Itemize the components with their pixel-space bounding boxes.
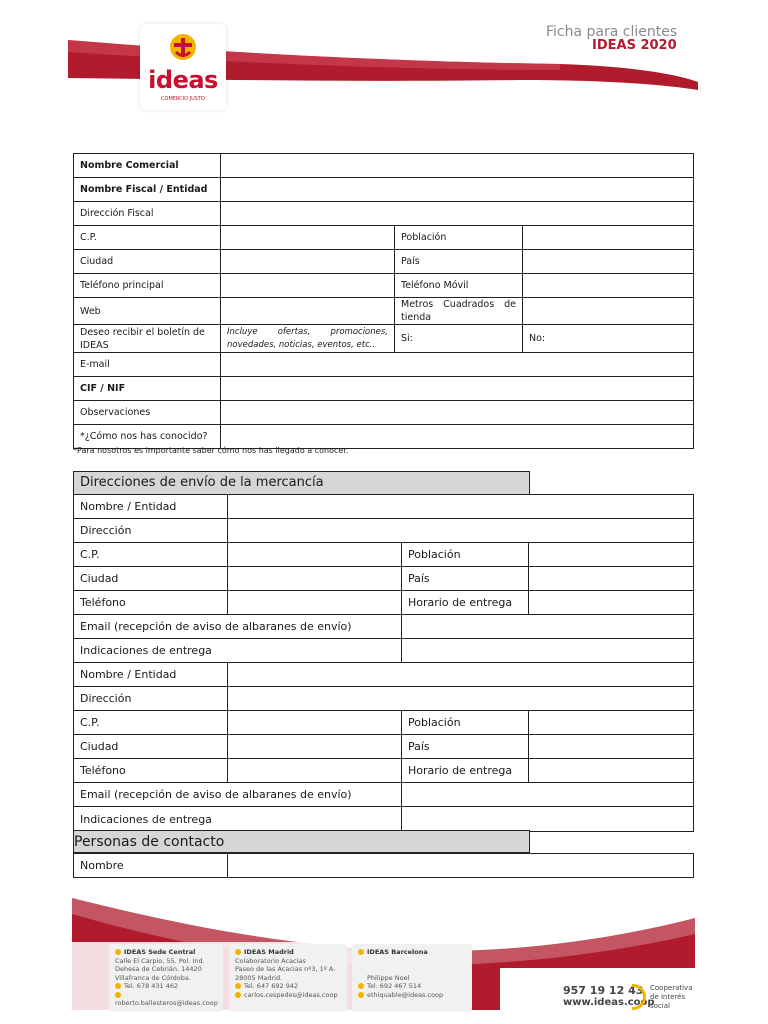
ship1-label-direccion: Dirección bbox=[74, 519, 228, 543]
label-como-conocido: *¿Cómo nos has conocido? bbox=[74, 425, 221, 449]
office-line: Paseo de las Acacias nº3, 1º A. bbox=[235, 965, 336, 973]
office-sede-central bbox=[109, 944, 223, 1012]
input-poblacion[interactable] bbox=[523, 226, 694, 250]
ship1-label-horario: Horario de entrega bbox=[402, 591, 529, 615]
doc-subtitle: IDEAS 2020 bbox=[592, 38, 677, 53]
label-si[interactable]: Si: bbox=[395, 325, 523, 353]
coop-label-line: de interés bbox=[650, 993, 686, 1001]
ship1-label-telefono: Teléfono bbox=[74, 591, 228, 615]
label-no[interactable]: No: bbox=[523, 325, 694, 353]
ship2-input-cp[interactable] bbox=[228, 711, 402, 735]
ship2-label-poblacion: Población bbox=[402, 711, 529, 735]
label-cp: C.P. bbox=[74, 226, 221, 250]
ship1-input-cp[interactable] bbox=[228, 543, 402, 567]
office-line bbox=[358, 957, 468, 966]
office-dot-icon bbox=[235, 949, 241, 955]
label-ciudad: Ciudad bbox=[74, 250, 221, 274]
label-metros: Metros Cuadrados de tienda bbox=[395, 298, 523, 325]
label-cif: CIF / NIF bbox=[74, 377, 221, 401]
coop-label bbox=[650, 984, 693, 1011]
ship2-label-horario: Horario de entrega bbox=[402, 759, 529, 783]
boletin-note: Incluye ofertas, promociones, novedades, noticias, eventos, etc.. bbox=[221, 325, 395, 353]
ship2-label-pais: País bbox=[402, 735, 529, 759]
office-dot-icon bbox=[358, 949, 364, 955]
header-swoosh bbox=[0, 0, 768, 130]
ship2-label-nombre: Nombre / Entidad bbox=[74, 663, 228, 687]
ship2-input-poblacion[interactable] bbox=[529, 711, 694, 735]
label-web: Web bbox=[74, 298, 221, 325]
label-observaciones: Observaciones bbox=[74, 401, 221, 425]
input-ciudad[interactable] bbox=[221, 250, 395, 274]
office-title: IDEAS Madrid bbox=[244, 948, 294, 956]
office-title: IDEAS Barcelona bbox=[367, 948, 428, 956]
ship1-input-pais[interactable] bbox=[529, 567, 694, 591]
ship1-label-ciudad: Ciudad bbox=[74, 567, 228, 591]
label-direccion-fiscal: Dirección Fiscal bbox=[74, 202, 221, 226]
ship2-input-horario[interactable] bbox=[529, 759, 694, 783]
shipping-section-title: Direcciones de envío de la mercancía bbox=[73, 471, 530, 495]
coop-label-line: Cooperativa bbox=[650, 984, 693, 992]
office-phone: Tel. 647 692 942 bbox=[244, 982, 299, 990]
ship2-label-telefono: Teléfono bbox=[74, 759, 228, 783]
office-barcelona bbox=[352, 944, 472, 1012]
input-telefono-principal[interactable] bbox=[221, 274, 395, 298]
ship1-label-cp: C.P. bbox=[74, 543, 228, 567]
input-direccion-fiscal[interactable] bbox=[221, 202, 694, 226]
ship1-input-direccion[interactable] bbox=[228, 519, 694, 543]
ship2-input-pais[interactable] bbox=[529, 735, 694, 759]
office-madrid bbox=[229, 944, 347, 1012]
ship1-label-pais: País bbox=[402, 567, 529, 591]
logo-icon bbox=[168, 32, 198, 62]
office-line: 28005 Madrid. bbox=[235, 973, 283, 982]
input-pais[interactable] bbox=[523, 250, 694, 274]
ship2-label-cp: C.P. bbox=[74, 711, 228, 735]
ship2-input-indicaciones[interactable] bbox=[402, 807, 694, 832]
office-line: Villafranca de Córdoba. bbox=[115, 973, 191, 982]
ship2-label-direccion: Dirección bbox=[74, 687, 228, 711]
footer-website[interactable]: www.ideas.coop bbox=[563, 997, 655, 1008]
phone-icon bbox=[358, 983, 364, 989]
office-line: Calle El Carpio, 55. Pol. Ind. bbox=[115, 956, 205, 965]
label-pais: País bbox=[395, 250, 523, 274]
ship2-input-ciudad[interactable] bbox=[228, 735, 402, 759]
phone-icon bbox=[115, 983, 121, 989]
office-title: IDEAS Sede Central bbox=[124, 948, 196, 956]
office-email[interactable]: carlos.cespedes@ideas.coop bbox=[244, 990, 338, 999]
ship1-label-poblacion: Población bbox=[402, 543, 529, 567]
label-poblacion: Población bbox=[395, 226, 523, 250]
ship1-input-poblacion[interactable] bbox=[529, 543, 694, 567]
ship2-label-email: Email (recepción de aviso de albaranes de envío) bbox=[74, 783, 402, 807]
ship2-input-nombre[interactable] bbox=[228, 663, 694, 687]
logo-word: ideas bbox=[148, 66, 218, 94]
input-cp[interactable] bbox=[221, 226, 395, 250]
ship1-input-ciudad[interactable] bbox=[228, 567, 402, 591]
input-nombre-comercial[interactable] bbox=[221, 154, 694, 178]
contacts-table bbox=[73, 853, 694, 878]
label-telefono-movil: Teléfono Móvil bbox=[395, 274, 523, 298]
ship1-input-email[interactable] bbox=[402, 615, 694, 639]
ship1-input-indicaciones[interactable] bbox=[402, 639, 694, 663]
ship1-input-horario[interactable] bbox=[529, 591, 694, 615]
input-telefono-movil[interactable] bbox=[523, 274, 694, 298]
ship2-input-email[interactable] bbox=[402, 783, 694, 807]
input-cif[interactable] bbox=[221, 377, 694, 401]
ship1-label-nombre: Nombre / Entidad bbox=[74, 495, 228, 519]
ship1-input-nombre[interactable] bbox=[228, 495, 694, 519]
label-nombre-fiscal: Nombre Fiscal / Entidad bbox=[74, 178, 221, 202]
doc-title: Ficha para clientes bbox=[546, 24, 678, 40]
contacts-section-title: Personas de contacto bbox=[73, 830, 530, 853]
coop-label-line: social bbox=[650, 1002, 670, 1010]
label-boletin: Deseo recibir el boletín de IDEAS bbox=[74, 325, 221, 353]
email-icon bbox=[115, 992, 121, 998]
ship2-input-telefono[interactable] bbox=[228, 759, 402, 783]
input-web[interactable] bbox=[221, 298, 395, 325]
email-icon bbox=[235, 992, 241, 998]
input-como-conocido[interactable] bbox=[221, 425, 694, 449]
footer-phone: 957 19 12 43 bbox=[563, 984, 644, 997]
shipping-table bbox=[73, 494, 694, 832]
email-icon bbox=[358, 992, 364, 998]
ship1-label-indicaciones: Indicaciones de entrega bbox=[74, 639, 402, 663]
office-line: Philippe Noel bbox=[367, 973, 410, 982]
office-email[interactable]: ethiquable@ideas.coop bbox=[367, 990, 444, 999]
phone-icon bbox=[235, 983, 241, 989]
input-observaciones[interactable] bbox=[221, 401, 694, 425]
office-dot-icon bbox=[115, 949, 121, 955]
ship1-label-email: Email (recepción de aviso de albaranes de envío) bbox=[74, 615, 402, 639]
ideas-logo bbox=[140, 24, 226, 110]
ship2-label-indicaciones: Indicaciones de entrega bbox=[74, 807, 402, 832]
office-email[interactable]: roberto.ballesteros@ideas.coop bbox=[115, 999, 218, 1007]
ship2-label-ciudad: Ciudad bbox=[74, 735, 228, 759]
ship2-input-direccion[interactable] bbox=[228, 687, 694, 711]
office-line bbox=[358, 965, 468, 974]
label-telefono-principal: Teléfono principal bbox=[74, 274, 221, 298]
client-form-table bbox=[73, 153, 694, 449]
logo-tagline: COMERCIO JUSTO bbox=[161, 96, 205, 102]
input-metros[interactable] bbox=[523, 298, 694, 325]
footnote: *Para nosotros es importante saber cómo nos has llegado a conocer. bbox=[73, 446, 349, 455]
input-nombre-fiscal[interactable] bbox=[221, 178, 694, 202]
contact-label-nombre: Nombre bbox=[74, 854, 228, 878]
office-phone: Tel. 678 431 462 bbox=[124, 982, 179, 990]
label-email: E-mail bbox=[74, 353, 221, 377]
ship1-input-telefono[interactable] bbox=[228, 591, 402, 615]
label-nombre-comercial: Nombre Comercial bbox=[74, 154, 221, 178]
office-line: Dehesa de Cebrián. 14420 bbox=[115, 965, 202, 973]
contact-input-nombre[interactable] bbox=[228, 854, 694, 878]
input-email[interactable] bbox=[221, 353, 694, 377]
office-line: Colaboratorio Acacias bbox=[235, 956, 306, 965]
office-phone: Tel. 692 467 514 bbox=[367, 982, 422, 990]
